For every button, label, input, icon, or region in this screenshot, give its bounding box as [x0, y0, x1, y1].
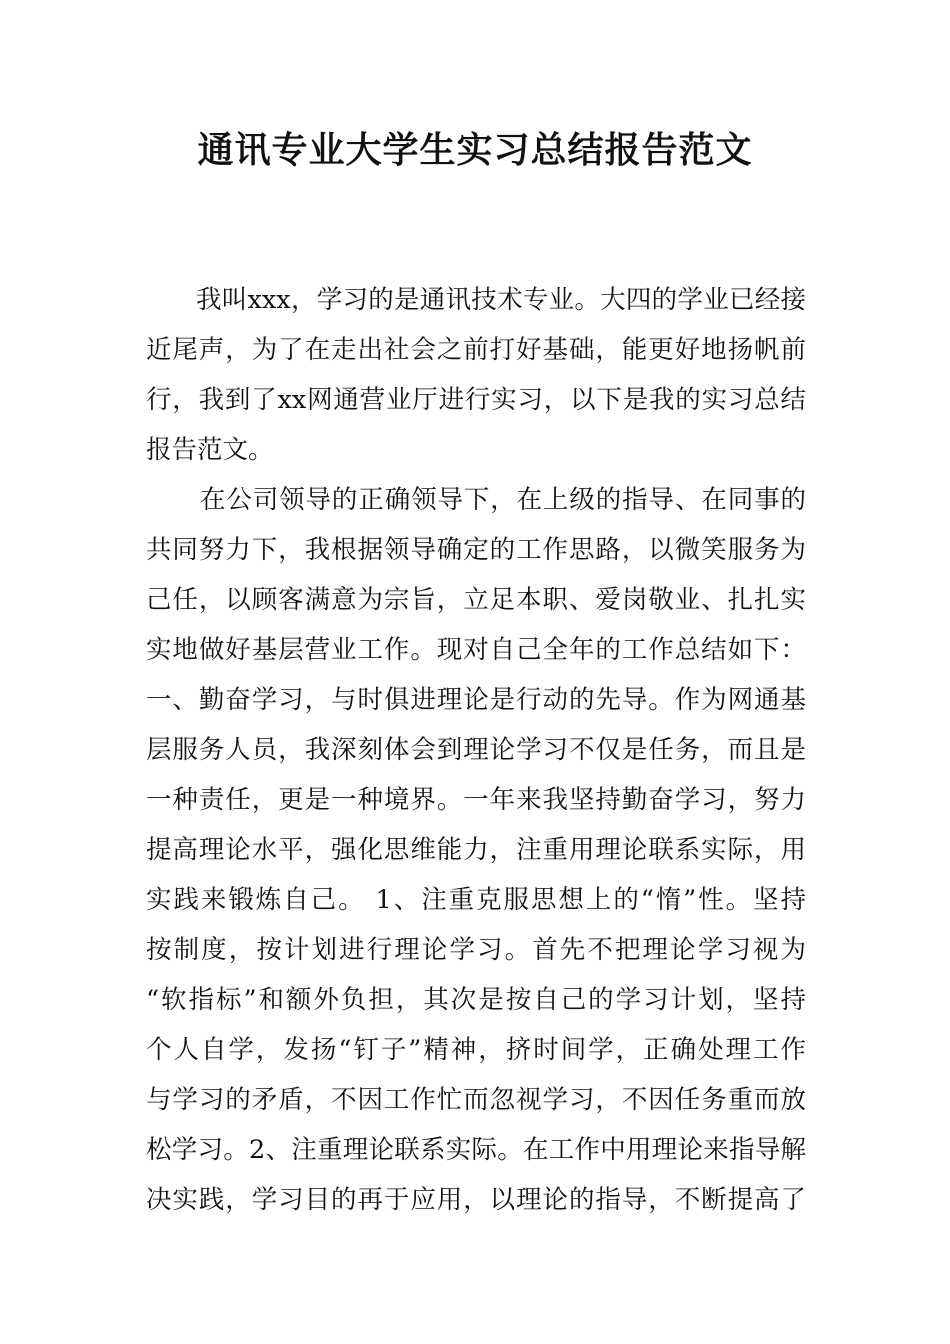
text-line-16: 个人自学，发扬“钉子”精神，挤时间学，正确处理工作 — [146, 1035, 806, 1065]
text-line-19: 决实践，学习目的再于应用，以理论的指导，不断提高了 — [146, 1185, 806, 1215]
document-title: 通讯专业大学生实习总结报告范文 — [197, 130, 753, 171]
text-line-4: 报告范文。 — [146, 435, 274, 465]
text-line-1: 我叫xxx，学习的是通讯技术专业。大四的学业已经接 — [196, 285, 806, 315]
text-line-7: 己任，以顾客满意为宗旨，立足本职、爱岗敬业、扎扎实 — [146, 585, 806, 615]
text-line-17: 与学习的矛盾，不因工作忙而忽视学习，不因任务重而放 — [146, 1085, 806, 1115]
text-line-13: 实践来锻炼自己。 1、注重克服思想上的“惰”性。坚持 — [146, 885, 806, 915]
text-line-10: 层服务人员，我深刻体会到理论学习不仅是任务，而且是 — [146, 735, 806, 765]
text-line-3: 行，我到了xx网通营业厅进行实习，以下是我的实习总结 — [146, 385, 806, 415]
text-line-2: 近尾声，为了在走出社会之前打好基础，能更好地扬帆前 — [146, 335, 806, 365]
text-line-12: 提高理论水平，强化思维能力，注重用理论联系实际，用 — [146, 835, 806, 865]
text-line-15: “软指标”和额外负担，其次是按自己的学习计划，坚持 — [146, 985, 806, 1015]
text-line-8: 实地做好基层营业工作。现对自己全年的工作总结如下： — [146, 635, 806, 665]
text-line-5: 在公司领导的正确领导下，在上级的指导、在同事的 — [200, 485, 806, 515]
text-line-14: 按制度，按计划进行理论学习。首先不把理论学习视为 — [146, 935, 806, 965]
text-line-11: 一种责任，更是一种境界。一年来我坚持勤奋学习，努力 — [146, 785, 806, 815]
text-line-18: 松学习。2、注重理论联系实际。在工作中用理论来指导解 — [146, 1135, 806, 1165]
text-line-6: 共同努力下，我根据领导确定的工作思路，以微笑服务为 — [146, 535, 806, 565]
text-line-9: 一、勤奋学习，与时俱进理论是行动的先导。作为网通基 — [146, 685, 806, 715]
